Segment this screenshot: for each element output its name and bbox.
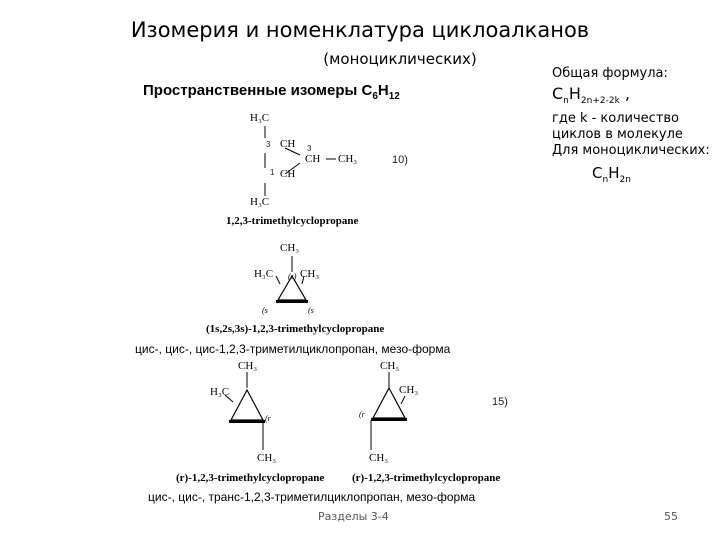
struct1-pos-1: 1 xyxy=(270,168,275,177)
struct2-pos-left: (s xyxy=(262,306,268,315)
mono-formula xyxy=(592,165,712,188)
struct1-ch-top: CH xyxy=(280,138,296,150)
slide-title: Изомерия и номенклатура циклоалканов xyxy=(130,18,590,42)
struct2-name: (1s,2s,3s)-1,2,3-trimethylcyclopropane xyxy=(206,323,385,335)
struct4-r-label: (r xyxy=(359,410,365,419)
caption-all-cis: цис-, цис-, цис-1,2,3-триметилциклопропан, мезо-форма xyxy=(135,342,451,356)
cyclopropane-ring-b xyxy=(355,358,440,468)
structure-all-cis xyxy=(250,240,330,320)
struct1-pos-3b: 3 xyxy=(307,144,312,153)
formula-c: C xyxy=(552,84,564,103)
struct2-pos-right: (s xyxy=(308,306,314,315)
mono-formula-h-sub: 2n xyxy=(619,175,631,186)
struct3-r-label: (r xyxy=(265,414,271,423)
structure-cis-trans-a xyxy=(205,360,290,470)
general-formula xyxy=(552,86,712,109)
struct1-name: 1,2,3-trimethylcyclopropane xyxy=(226,215,359,227)
slide-subtitle: (моноциклических) xyxy=(323,50,477,68)
section-heading-sub-h: 12 xyxy=(388,91,400,102)
struct2-ch3-right: CH₃ xyxy=(300,268,320,280)
struct4-name: (r)-1,2,3-trimethylcyclopropane xyxy=(352,472,501,484)
struct4-number: 15) xyxy=(492,396,508,408)
formula-c-sub: n xyxy=(563,96,569,107)
struct4-ch3-bottom: CH₃ xyxy=(369,452,389,464)
struct1-number: 10) xyxy=(392,154,408,166)
struct3-ch3-bottom: CH₃ xyxy=(257,452,277,464)
structure-condensed xyxy=(230,108,380,213)
footer-section: Разделы 3-4 xyxy=(318,510,389,523)
struct1-ch-bottom: CH xyxy=(280,168,296,180)
formula-explanation: где k - количество циклов в молекуле Для моноциклических: xyxy=(552,111,710,159)
structure-cis-trans-b xyxy=(355,358,440,468)
section-heading-text: Пространственные изомеры С xyxy=(143,82,373,99)
general-formula-label: Общая формула: xyxy=(552,66,668,81)
section-heading-h: Н xyxy=(377,82,389,99)
mono-formula-h: H xyxy=(608,164,620,183)
struct3-name: (r)-1,2,3-trimethylcyclopropane xyxy=(176,472,325,484)
formula-comma: , xyxy=(619,84,630,103)
struct1-h3c-bottom: H₃C xyxy=(250,196,270,208)
struct2-h3c-left: H₃C xyxy=(254,268,274,280)
struct2-pos-s: (s) xyxy=(288,272,297,281)
struct2-ch3-top: CH₃ xyxy=(280,242,300,254)
formula-h-sub: 2n+2-2k xyxy=(580,96,620,107)
struct3-h3c-left: H₃C xyxy=(210,386,230,398)
struct1-pos-3a: 3 xyxy=(266,140,271,149)
section-heading xyxy=(143,82,400,102)
struct4-ch3-top: CH₃ xyxy=(380,360,400,372)
page-number: 55 xyxy=(664,510,678,523)
mono-formula-c: C xyxy=(592,164,603,183)
formula-h: H xyxy=(568,84,581,103)
struct3-ch3-top: CH₃ xyxy=(238,360,258,372)
section-heading-sub-c: 6 xyxy=(372,91,378,102)
general-formula-box xyxy=(552,66,712,188)
struct4-ch3-right: CH₃ xyxy=(399,384,419,396)
mono-formula-c-sub: n xyxy=(602,175,609,186)
cyclopropane-ring-a xyxy=(205,360,290,470)
caption-cis-trans: цис-, цис-, транс-1,2,3-триметилциклопропан, мезо-форма xyxy=(148,490,476,504)
struct1-ch-middle: CH xyxy=(305,153,321,165)
struct1-ch3-right: CH₃ xyxy=(338,153,358,165)
struct1-h3c-top: H₃C xyxy=(250,112,270,124)
